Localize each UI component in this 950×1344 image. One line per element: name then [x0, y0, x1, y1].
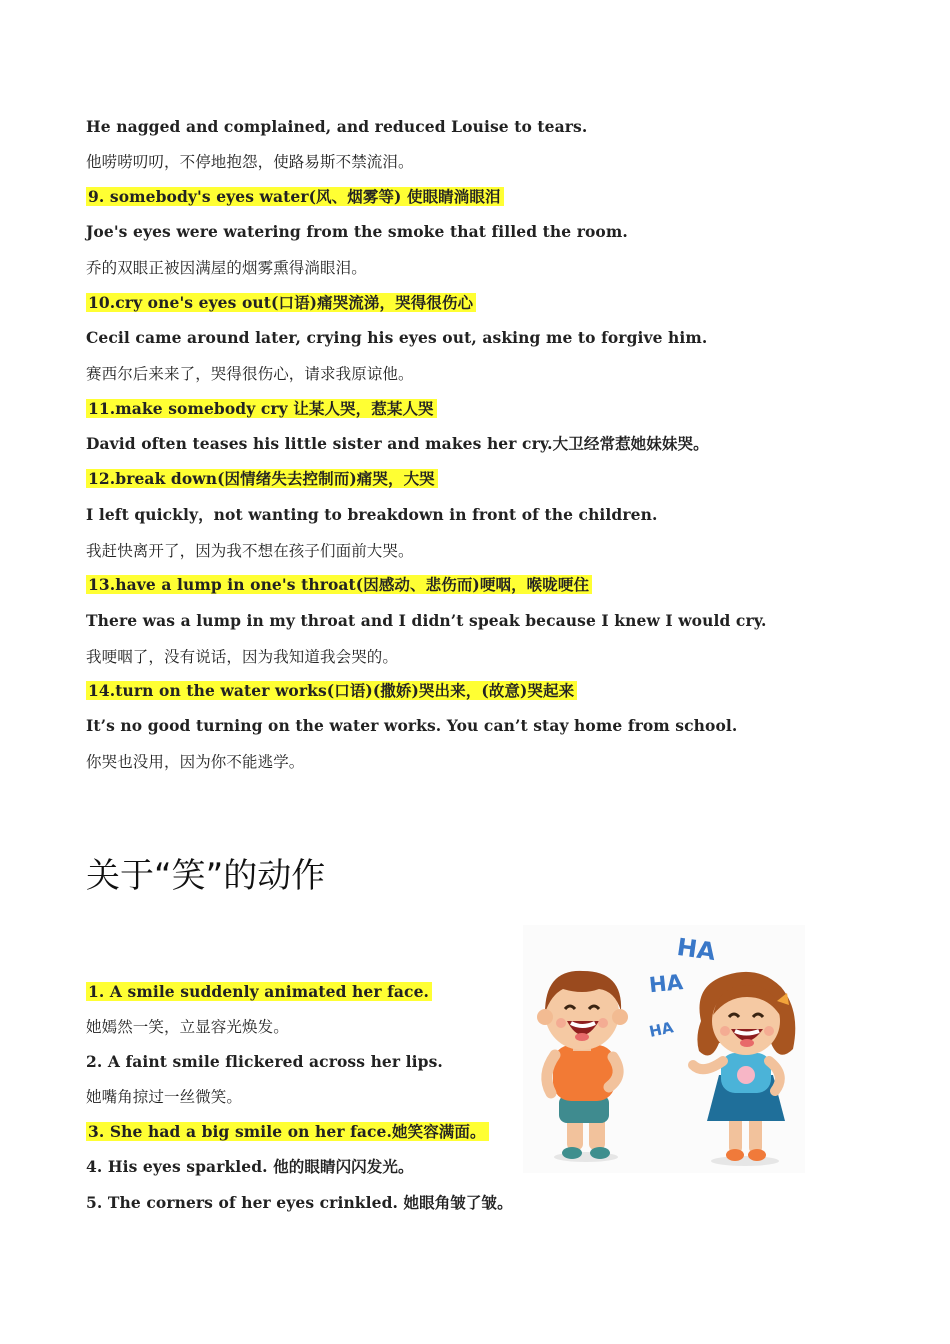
example-sentence: 4. His eyes sparkled. 他的眼睛闪闪发光。 [86, 1157, 414, 1176]
phrase-heading [86, 574, 592, 596]
translation: 乔的双眼正被因满屋的烟雾熏得淌眼泪。 [86, 259, 367, 277]
example-sentence: I left quickly，not wanting to breakdown in front of the children. [86, 505, 658, 524]
translation: 我哽咽了，没有说话，因为我知道我会哭的。 [86, 648, 399, 666]
translation: 我赶快离开了，因为我不想在孩子们面前大哭。 [86, 542, 414, 560]
example-sentence: He nagged and complained, and reduced Louise to tears. [86, 117, 588, 136]
ha-text: HA [647, 969, 685, 998]
ha-text: HA [647, 1018, 675, 1041]
example-sentence: 5. The corners of her eyes crinkled. 她眼角皱了皱。 [86, 1193, 513, 1212]
example-sentence: Joe's eyes were watering from the smoke that filled the room. [86, 222, 628, 241]
example-sentence: It’s no good turning on the water works. You can’t stay home from school. [86, 716, 738, 735]
translation: 她嫣然一笑，立显容光焕发。 [86, 1018, 289, 1036]
translation: 她嘴角掠过一丝微笑。 [86, 1088, 243, 1106]
ha-text: HA [675, 932, 718, 967]
example-sentence: There was a lump in my throat and I didn’t speak because I knew I would cry. [86, 611, 767, 630]
example-sentence: Cecil came around later, crying his eyes out, asking me to forgive him. [86, 328, 708, 347]
phrase-heading [86, 1121, 489, 1143]
example-sentence: David often teases his little sister and makes her cry.大卫经常惹她妹妹哭。 [86, 434, 709, 453]
highlighted-phrase: 1. A smile suddenly animated her face. [86, 982, 432, 1001]
highlighted-phrase: 12.break down(因情绪失去控制而)痛哭，大哭 [86, 469, 438, 488]
highlighted-phrase: 13.have a lump in one's throat(因感动、悲伤而)哽咽，喉咙哽住 [86, 575, 592, 594]
phrase-heading [86, 468, 438, 490]
example-sentence: 2. A faint smile flickered across her lips. [86, 1052, 443, 1071]
phrase-heading [86, 981, 432, 1003]
phrase-heading [86, 398, 437, 420]
highlighted-phrase: 14.turn on the water works(口语)(撒娇)哭出来，(故意)哭起来 [86, 681, 577, 700]
translation: 他唠唠叨叨，不停地抱怨，使路易斯不禁流泪。 [86, 153, 414, 171]
laughing-kids-illustration [523, 925, 805, 1173]
translation: 你哭也没用，因为你不能逃学。 [86, 753, 305, 771]
phrase-heading [86, 186, 504, 208]
phrase-heading [86, 292, 476, 314]
translation: 赛西尔后来来了，哭得很伤心，请求我原谅他。 [86, 365, 414, 383]
highlighted-phrase: 10.cry one's eyes out(口语)痛哭流涕，哭得很伤心 [86, 293, 476, 312]
highlighted-phrase: 3. She had a big smile on her face.她笑容满面。 [86, 1122, 489, 1141]
highlighted-phrase: 9. somebody's eyes water(风、烟雾等) 使眼睛淌眼泪 [86, 187, 504, 206]
section-heading: 关于“笑”的动作 [86, 856, 326, 896]
highlighted-phrase: 11.make somebody cry 让某人哭，惹某人哭 [86, 399, 437, 418]
phrase-heading [86, 680, 577, 702]
